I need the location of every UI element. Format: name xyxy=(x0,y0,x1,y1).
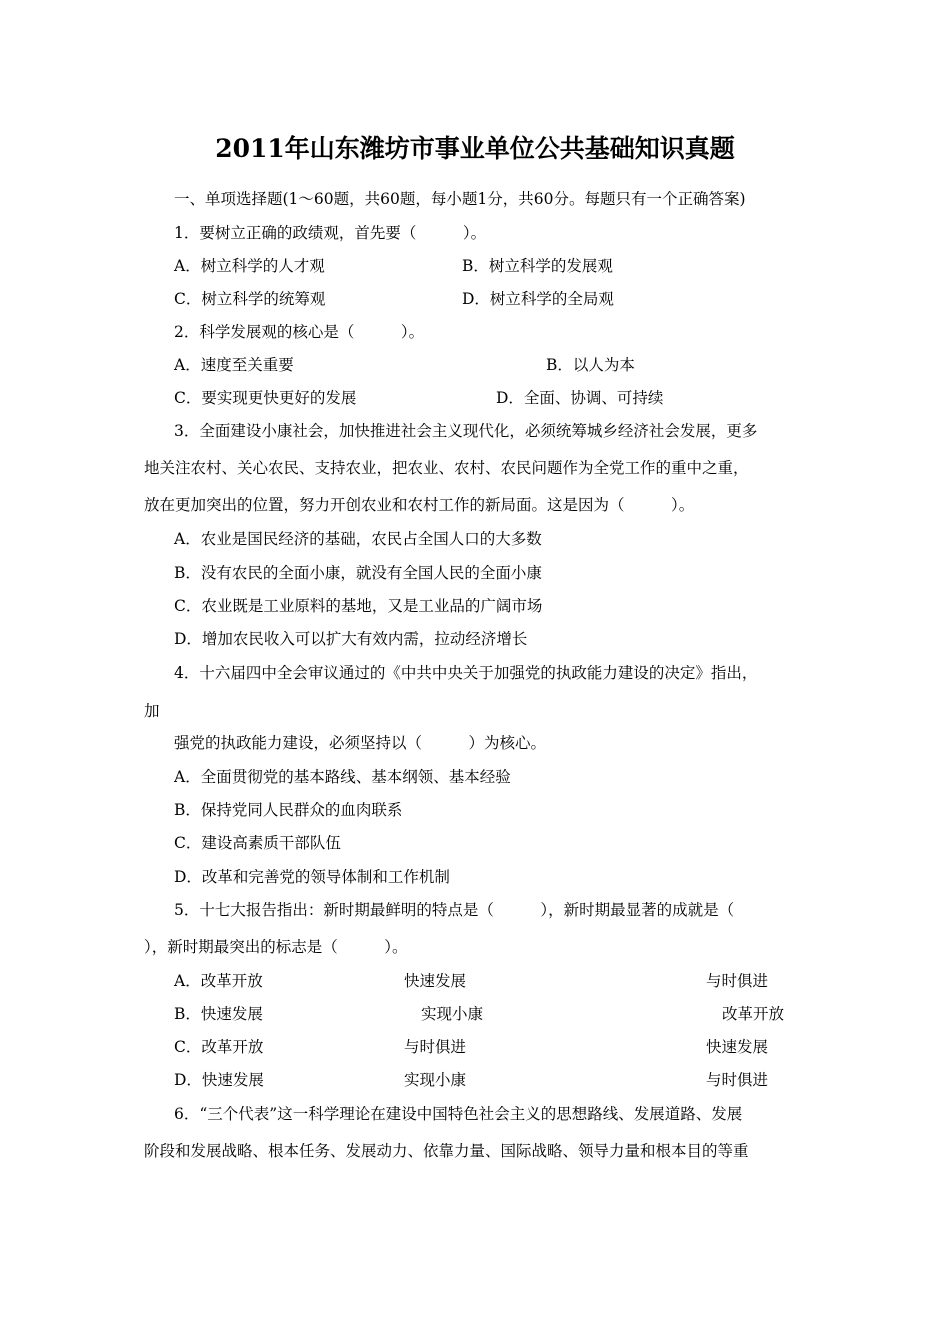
question-4-option-a: A．全面贯彻党的基本路线、基本纲领、基本经验 xyxy=(174,768,511,786)
question-4-stem-line-3: 强党的执政能力建设，必须坚持以（ ）为核心。 xyxy=(174,734,547,752)
question-4-stem-line-2: 加 xyxy=(144,702,160,720)
question-5-option-a-col-1: A．改革开放 xyxy=(174,972,263,990)
question-3-option-c: C．农业既是工业原料的基地，又是工业品的广阔市场 xyxy=(174,597,543,615)
question-5-stem-line-2: ），新时期最突出的标志是（ ）。 xyxy=(144,938,408,956)
question-3-stem-line-2: 地关注农村、关心农民、支持农业，把农业、农村、农民问题作为全党工作的重中之重， xyxy=(144,459,749,477)
question-5-option-b-col-3: 改革开放 xyxy=(722,1005,785,1023)
question-4-option-d: D．改革和完善党的领导体制和工作机制 xyxy=(174,868,450,886)
question-5-option-d-col-1: D．快速发展 xyxy=(174,1071,264,1089)
question-2-option-d: D．全面、协调、可持续 xyxy=(496,389,664,407)
question-2-stem: 2．科学发展观的核心是（ ）。 xyxy=(174,323,425,341)
question-5-option-c-col-3: 快速发展 xyxy=(706,1038,769,1056)
question-3-stem-line-3: 放在更加突出的位置，努力开创农业和农村工作的新局面。这是因为（ ）。 xyxy=(144,496,695,514)
question-5-option-c-col-2: 与时俱进 xyxy=(404,1038,467,1056)
question-5-option-a-col-3: 与时俱进 xyxy=(706,972,769,990)
section-header: 一、单项选择题(1～60题，共60题，每小题1分，共60分。每题只有一个正确答案) xyxy=(174,190,746,208)
question-1-option-c: C．树立科学的统筹观 xyxy=(174,290,326,308)
question-1-option-a: A．树立科学的人才观 xyxy=(174,257,325,275)
question-1-option-b: B．树立科学的发展观 xyxy=(462,257,613,275)
question-5-option-b-col-1: B．快速发展 xyxy=(174,1005,263,1023)
question-5-option-b-col-2: 实现小康 xyxy=(421,1005,484,1023)
question-5-option-d-col-3: 与时俱进 xyxy=(706,1071,769,1089)
question-6-stem-line-1: 6．“三个代表”这一科学理论在建设中国特色社会主义的思想路线、发展道路、发展 xyxy=(174,1105,743,1123)
question-2-option-a: A．速度至关重要 xyxy=(174,356,294,374)
question-4-stem-line-1: 4．十六届四中全会审议通过的《中共中央关于加强党的执政能力建设的决定》指出， xyxy=(174,664,758,682)
question-1-stem: 1．要树立正确的政绩观，首先要（ ）。 xyxy=(174,224,487,242)
question-5-option-c-col-1: C．改革开放 xyxy=(174,1038,264,1056)
question-4-option-b: B．保持党同人民群众的血肉联系 xyxy=(174,801,403,819)
question-3-option-b: B．没有农民的全面小康，就没有全国人民的全面小康 xyxy=(174,564,542,582)
question-1-option-d: D．树立科学的全局观 xyxy=(462,290,614,308)
page-title: 2011年山东潍坊市事业单位公共基础知识真题 xyxy=(215,134,735,163)
question-5-option-d-col-2: 实现小康 xyxy=(404,1071,467,1089)
question-5-option-a-col-2: 快速发展 xyxy=(404,972,467,990)
question-3-option-a: A．农业是国民经济的基础，农民占全国人口的大多数 xyxy=(174,530,542,548)
question-3-stem-line-1: 3．全面建设小康社会，加快推进社会主义现代化，必须统筹城乡经济社会发展，更多 xyxy=(174,422,758,440)
question-6-stem-line-2: 阶段和发展战略、根本任务、发展动力、依靠力量、国际战略、领导力量和根本目的等重 xyxy=(144,1142,749,1160)
question-2-option-c: C．要实现更快更好的发展 xyxy=(174,389,357,407)
question-2-option-b: B．以人为本 xyxy=(546,356,635,374)
question-4-option-c: C．建设高素质干部队伍 xyxy=(174,834,341,852)
question-5-stem-line-1: 5．十七大报告指出：新时期最鲜明的特点是（ ），新时期最显著的成就是（ xyxy=(174,901,735,919)
question-3-option-d: D．增加农民收入可以扩大有效内需，拉动经济增长 xyxy=(174,630,528,648)
